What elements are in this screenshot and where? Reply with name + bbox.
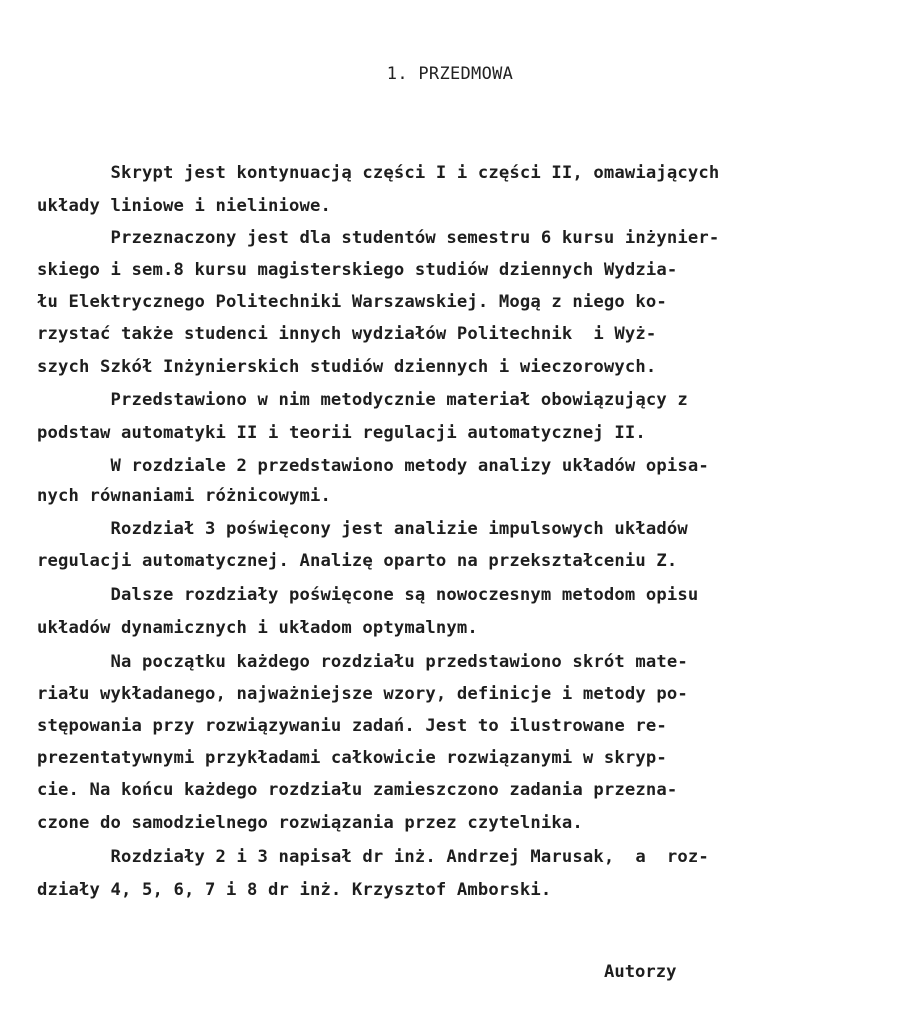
text-line: prezentatywnymi przykładami całkowicie rozwiązanymi w skryp-	[37, 748, 667, 768]
page-title: 1. PRZEDMOWA	[386, 64, 514, 84]
text-line: Rozdział 3 poświęcony jest analizie impulsowych układów	[37, 519, 688, 539]
text-line: riału wykładanego, najważniejsze wzory, definicje i metody po-	[37, 684, 688, 704]
text-line: Dalsze rozdziały poświęcone są nowoczesnym metodom opisu	[37, 585, 699, 605]
text-line: Na początku każdego rozdziału przedstawiono skrót mate-	[37, 652, 688, 672]
text-line: rzystać także studenci innych wydziałów Politechnik i Wyż-	[37, 324, 657, 344]
text-line: podstaw automatyki II i teorii regulacji automatycznej II.	[37, 423, 646, 443]
text-line: działy 4, 5, 6, 7 i 8 dr inż. Krzysztof Amborski.	[37, 880, 552, 900]
text-line: W rozdziale 2 przedstawiono metody analizy układów opisa-	[37, 456, 709, 476]
text-line: łu Elektrycznego Politechniki Warszawskiej. Mogą z niego ko-	[37, 292, 667, 312]
text-line: szych Szkół Inżynierskich studiów dziennych i wieczorowych.	[37, 357, 657, 377]
text-line: układy liniowe i nieliniowe.	[37, 196, 331, 216]
text-line: Przedstawiono w nim metodycznie materiał obowiązujący z	[37, 390, 688, 410]
text-line: czone do samodzielnego rozwiązania przez czytelnika.	[37, 813, 583, 833]
text-line: Rozdziały 2 i 3 napisał dr inż. Andrzej Marusak, a roz-	[37, 847, 709, 867]
text-line: cie. Na końcu każdego rozdziału zamieszczono zadania przezna-	[37, 780, 678, 800]
text-line: skiego i sem.8 kursu magisterskiego studiów dziennych Wydzia-	[37, 260, 678, 280]
signature: Autorzy	[604, 962, 677, 982]
text-line: regulacji automatycznej. Analizę oparto na przekształceniu Z.	[37, 551, 678, 571]
text-line: Przeznaczony jest dla studentów semestru 6 kursu inżynier-	[37, 228, 720, 248]
text-line: stępowania przy rozwiązywaniu zadań. Jest to ilustrowane re-	[37, 716, 667, 736]
text-line: Skrypt jest kontynuacją części I i części II, omawiających	[37, 163, 720, 183]
text-line: nych równaniami różnicowymi.	[37, 486, 331, 506]
text-line: układów dynamicznych i układom optymalnym.	[37, 618, 478, 638]
